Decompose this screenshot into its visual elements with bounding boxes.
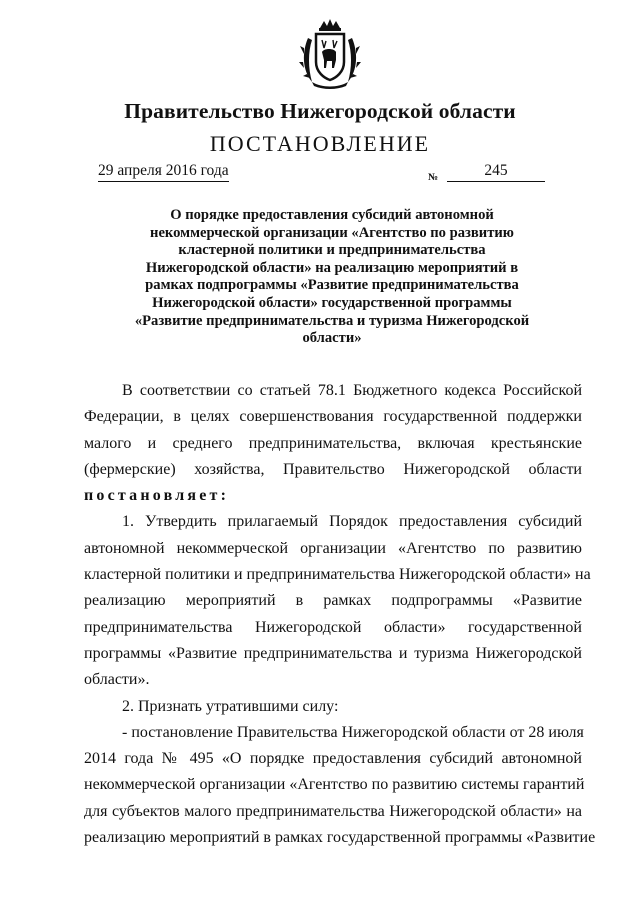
subject-line: некоммерческой организации «Агентство по развитию xyxy=(150,224,514,241)
subject-line: Нижегородской области» на реализацию мероприятий в xyxy=(145,259,519,276)
body-line: - постановление Правительства Нижегородской области от 28 июля xyxy=(122,723,584,741)
body-line: В соответствии со статьей 78.1 Бюджетного кодекса Российской xyxy=(122,382,582,399)
body-line: предпринимательства Нижегородской области» государственной xyxy=(84,618,582,636)
body-line: 2. Признать утратившими силу: xyxy=(122,697,339,715)
subject-line: Нижегородской области» государственной программы xyxy=(152,294,512,311)
document-date: 29 апреля 2016 года xyxy=(98,162,229,182)
coat-of-arms-icon xyxy=(298,18,362,90)
body-line: программы «Развитие предпринимательства и туризма Нижегородской xyxy=(84,644,582,662)
subject-line: кластерной политики и предпринимательства xyxy=(178,242,486,259)
document-type: ПОСТАНОВЛЕНИЕ xyxy=(209,131,431,156)
document-number: 245 xyxy=(447,162,545,182)
body-line: Федерации, в целях совершенствования государственной поддержки xyxy=(84,408,582,426)
body-line: области». xyxy=(84,671,150,689)
subject-line: рамках подпрограммы «Развитие предпринимательства xyxy=(145,277,519,294)
number-label: № xyxy=(428,172,439,183)
body-line: реализацию мероприятий в рамках подпрограммы «Развитие xyxy=(84,592,582,610)
body-line: (фермерские) хозяйства, Правительство Нижегородской области xyxy=(84,460,582,478)
resolution-word: постановляет: xyxy=(84,487,230,505)
body-line: автономной некоммерческой организации «Агентство по развитию xyxy=(84,539,582,557)
document-subject xyxy=(110,207,554,348)
subject-line: О порядке предоставления субсидий автономной xyxy=(170,207,494,223)
body-line: для субъектов малого предпринимательства Нижегородской области» на xyxy=(84,802,582,820)
body-line: 1. Утвердить прилагаемый Порядок предоставления субсидий xyxy=(122,513,582,531)
body-line: кластерной политики и предпринимательства Нижегородской области» на xyxy=(84,566,591,584)
body-line: малого и среднего предпринимательства, включая крестьянские xyxy=(84,434,582,452)
body-line: 2014 года № 495 «О порядке предоставления субсидий автономной xyxy=(84,750,582,768)
subject-line: области» xyxy=(302,330,362,347)
body-line: реализацию мероприятий в рамках государственной программы «Развитие xyxy=(84,829,596,847)
subject-line: «Развитие предпринимательства и туризма Нижегородской xyxy=(134,312,530,329)
organization-title: Правительство Нижегородской области xyxy=(124,99,516,123)
body-line: некоммерческой организации «Агентство по развитию системы гарантий xyxy=(84,776,585,794)
document-body xyxy=(84,378,596,851)
